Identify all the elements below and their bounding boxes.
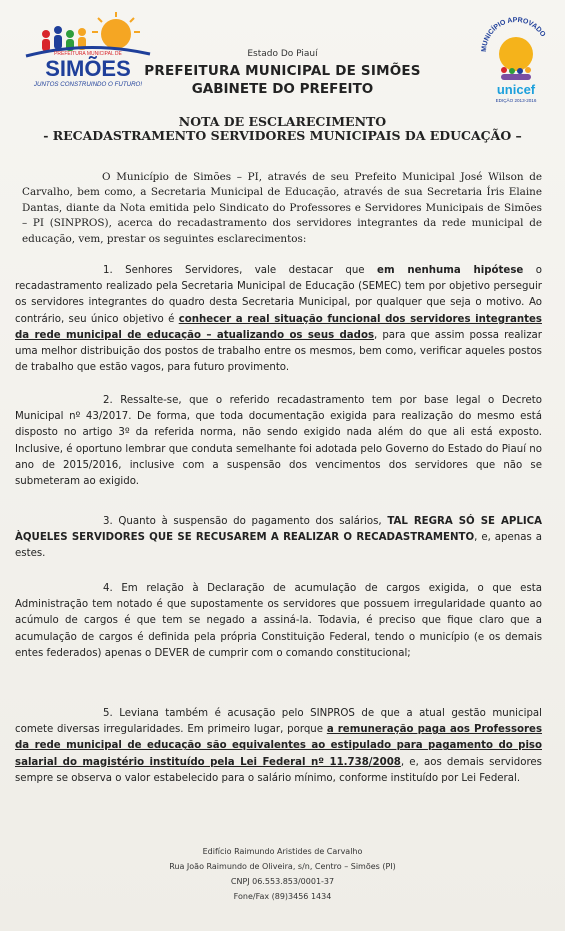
logo-sun-icon: [101, 19, 131, 49]
paragraph-4: 4. Em relação à Declaração de acumulação de cargos exigida, o que esta Administração tem notado é que supostamente os servidores que possuem irregularidade quanto ao acúmulo de cargos é que tem se negado a assiná-la. Todavia, é preciso que fique claro que a acumulação de cargos é definida pela própria Constituição Federal, tendo o município (e os demais entes federados) apenas o DEVER de cumprir com o comando constitucional;: [15, 583, 542, 659]
paragraph-3: 3. Quanto à suspensão do pagamento dos salários, TAL REGRA SÓ SE APLICA ÀQUELES SERVIDORES QUE SE RECUSAREM A REALIZAR O RECADASTRAMENTO, e, apenas a estes.: [15, 516, 542, 560]
svg-text:unicef: unicef: [496, 82, 536, 97]
footer-address: Rua João Raimundo de Oliveira, s/n, Centro – Simões (PI): [169, 862, 396, 871]
prefeitura-title: PREFEITURA MUNICIPAL DE SIMÕES: [144, 63, 421, 79]
svg-text:MUNICÍPIO APROVADO: MUNICÍPIO APROVADO: [480, 16, 547, 53]
footer-phone: Fone/Fax (89)3456 1434: [233, 892, 332, 901]
svg-text:SIMÕES: SIMÕES: [45, 56, 131, 81]
state-name: Estado Do Piauí: [247, 49, 318, 59]
footer-cnpj: CNPJ 06.553.853/0001-37: [230, 877, 335, 886]
paragraph-5: 5. Leviana também é acusação pelo SINPROS de que a atual gestão municipal comete diversas irregularidades. Em primeiro lugar, porque a remuneração paga aos Professores da rede municipal de educação são equivalentes ao estipulado para pagamento do piso salarial do magistério instituído pela Lei Federal nº 11.738/2008, e, aos demais servidores sempre se observa o valor estabelecido para o salário mínimo, conforme instituído por Lei Federal.: [15, 708, 543, 784]
svg-text:JUNTOS CONSTRUINDO O FUTURO!: JUNTOS CONSTRUINDO O FUTURO!: [33, 81, 143, 88]
intro-paragraph: O Município de Simões – PI, através de seu Prefeito Municipal José Wilson de Carvalho, bem como, a Secretaria Municipal de Educação, através de sua Secretaria Íris Elaine Dantas, diante da Nota emitida pelo Sindicato do Professores e Servidores Municipais de Simões – PI (SINPROS), acerca do recadastramento dos servidores integrantes da rede municipal de educação, vem, prestar os seguintes esclarecimentos:: [22, 171, 542, 245]
note-title: NOTA DE ESCLARECIMENTO: [178, 114, 387, 129]
gabinete-title: GABINETE DO PREFEITO: [191, 81, 374, 97]
paragraph-2: 2. Ressalte-se, que o referido recadastramento tem por base legal o Decreto Municipal nº 43/2017. De forma, que toda documentação exigida para realização do mesmo está disposto no artigo 3º da referida norma, não sendo exigido nada além do que ali está exposto. Inclusive, é oportuno lembrar que conduta semelhante foi adotada pelo Governo do Estado do Piauí no ano de 2015/2016, inclusive com a suspensão dos vencimentos dos servidores que não se submeteram ao exigido.: [15, 395, 542, 488]
footer-building: Edifício Raimundo Aristides de Carvalho: [202, 847, 363, 856]
note-subtitle: - RECADASTRAMENTO SERVIDORES MUNICIPAIS DA EDUCAÇÃO –: [43, 128, 522, 143]
svg-text:PREFEITURA MUNICIPAL DE: PREFEITURA MUNICIPAL DE: [54, 51, 122, 57]
paragraph-1: 1. Senhores Servidores, vale destacar que em nenhuma hipótese o recadastramento realizado pela Secretaria Municipal de Educação (SEMEC) tem por objetivo perseguir os servidores integrantes do quadro desta Secretaria Municipal, por qualquer que seja o motivo. Ao contrário, seu único objetivo é conhecer a real situação funcional dos servidores integrantes da rede municipal de educação – atualizando os seus dados, para que assim possa realizar uma melhor distribuição dos postos de trabalho entre os mesmos, bem como, verificar aqueles postos de trabalho que estão vagos, para futuro provimento.: [15, 265, 542, 374]
svg-text:EDIÇÃO 2013-2016: EDIÇÃO 2013-2016: [495, 98, 537, 103]
